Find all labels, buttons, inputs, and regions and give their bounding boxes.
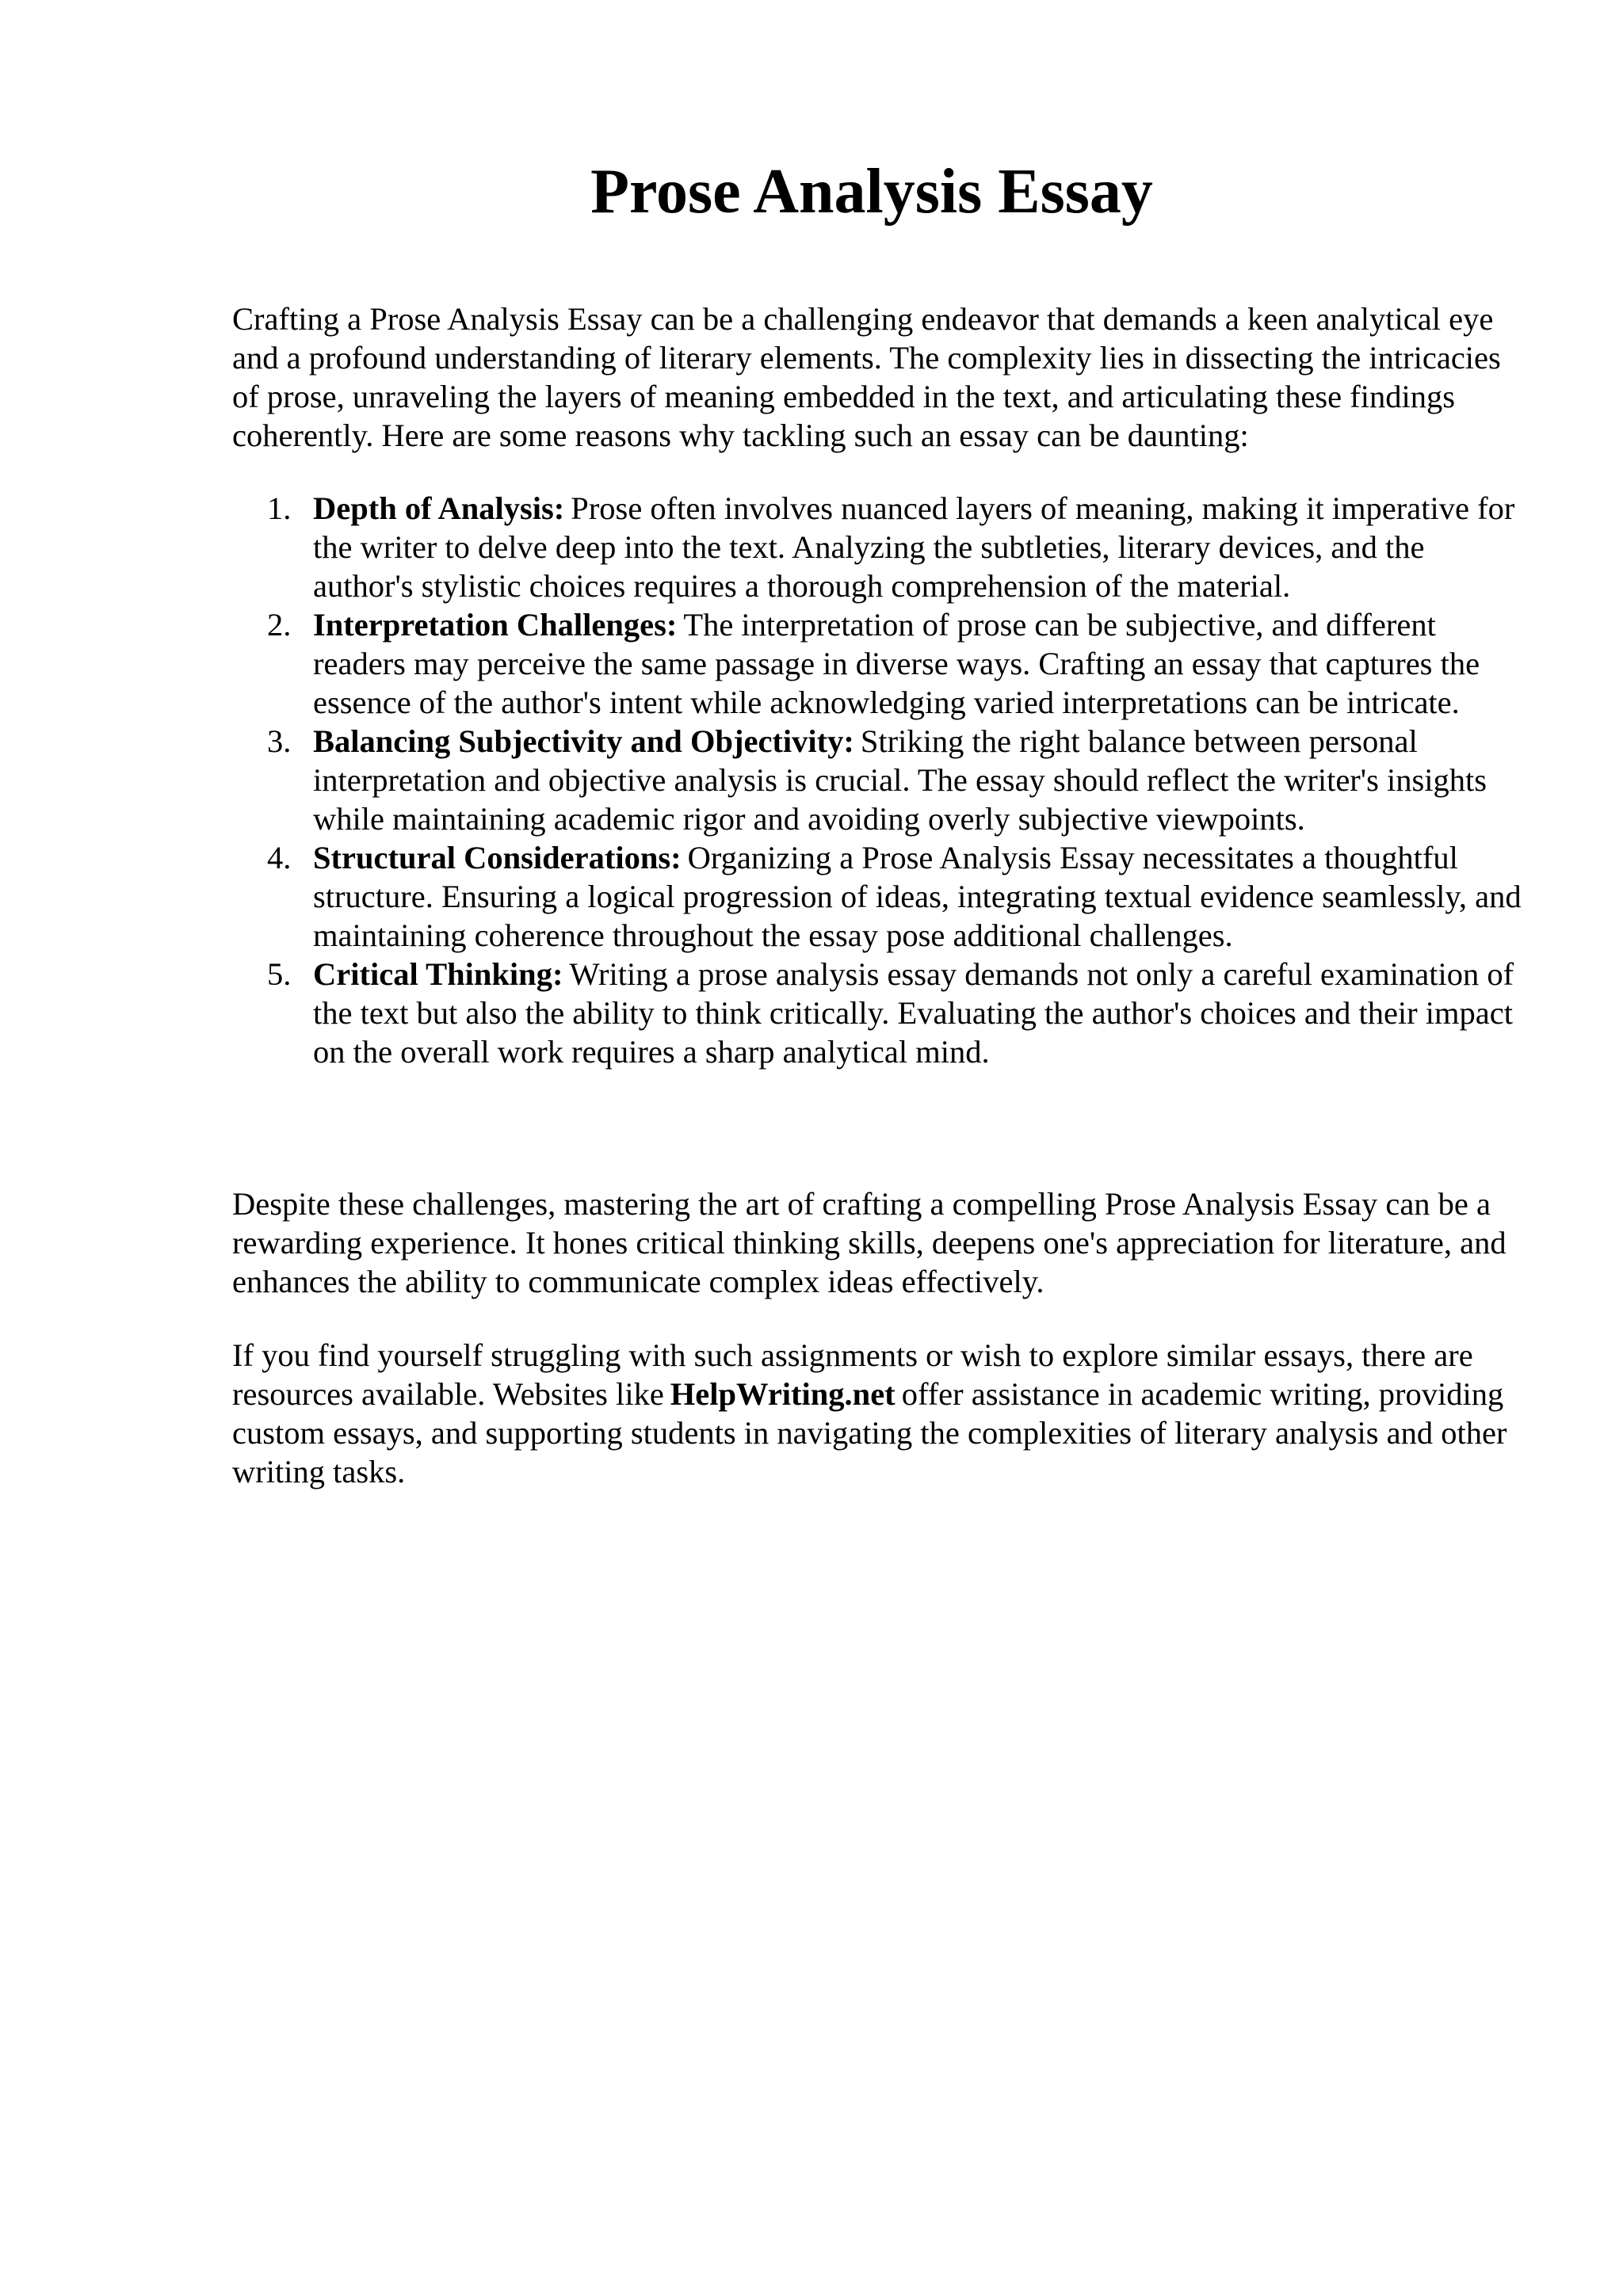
list-item-number: 5.: [267, 956, 292, 992]
conclusion-paragraph: Despite these challenges, mastering the art of crafting a compelling Prose Analysis Essay can be a rewarding experience. It hones critical thinking skills, deepens one's appreciation for literature, and enhances the ability to communicate complex ideas effectively.: [232, 1186, 1507, 1299]
list-item-number: 2.: [267, 607, 292, 643]
list-item-text: Striking the right balance between personal interpretation and objective analysis is crucial. The essay should reflect the writer's insights while maintaining academic rigor and avoiding overly subjective viewpoints.: [313, 723, 1487, 837]
list-item-text: Organizing a Prose Analysis Essay necessitates a thoughtful structure. Ensuring a logical progression of ideas, integrating textual evidence seamlessly, and maintaining coherence throughout the essay pose additional challenges.: [313, 840, 1522, 953]
list-item-term: Structural Considerations:: [313, 840, 682, 875]
list-item-term: Balancing Subjectivity and Objectivity:: [313, 723, 854, 759]
resources-text-after: offer assistance in academic writing, providing custom essays, and supporting students in navigating the complexities of literary analysis and other writing tasks.: [232, 1376, 1507, 1489]
list-item-number: 4.: [267, 840, 292, 875]
brand-name: HelpWriting.net: [670, 1376, 896, 1412]
resources-paragraph: [232, 1336, 1532, 1491]
list-item: [232, 722, 1532, 838]
list-item-text: The interpretation of prose can be subjective, and different readers may perceive the same passage in diverse ways. Crafting an essay that captures the essence of the author's intent while acknowledging varied interpretations can be intricate.: [313, 607, 1480, 720]
list-item-number: 1.: [267, 490, 292, 526]
list-item: [232, 955, 1532, 1071]
list-item: [232, 605, 1532, 722]
list-item-term: Interpretation Challenges:: [313, 607, 678, 643]
list-item-term: Critical Thinking:: [313, 956, 563, 992]
list-item-number: 3.: [267, 723, 292, 759]
reasons-list: [232, 489, 1532, 1071]
intro-paragraph: Crafting a Prose Analysis Essay can be a challenging endeavor that demands a keen analytical eye and a profound understanding of literary elements. The complexity lies in dissecting the intricacies of prose, unraveling the layers of meaning embedded in the text, and articulating these findings coherently. Here are some reasons why tackling such an essay can be daunting:: [232, 301, 1501, 453]
list-item-text: Prose often involves nuanced layers of meaning, making it imperative for the writer to delve deep into the text. Analyzing the subtleties, literary devices, and the author's stylistic choices requires a thorough comprehension of the material.: [313, 490, 1515, 604]
resources-text-before: If you find yourself struggling with such assignments or wish to explore similar essays, there are resources available. Websites like: [232, 1337, 1473, 1412]
list-item-term: Depth of Analysis:: [313, 490, 565, 526]
list-item: [232, 838, 1532, 955]
list-item-text: Writing a prose analysis essay demands not only a careful examination of the text but also the ability to think critically. Evaluating the author's choices and their impact on the overall work requires a sharp analytical mind.: [313, 956, 1514, 1070]
page-title: Prose Analysis Essay: [590, 157, 1153, 227]
list-item: [232, 489, 1532, 605]
